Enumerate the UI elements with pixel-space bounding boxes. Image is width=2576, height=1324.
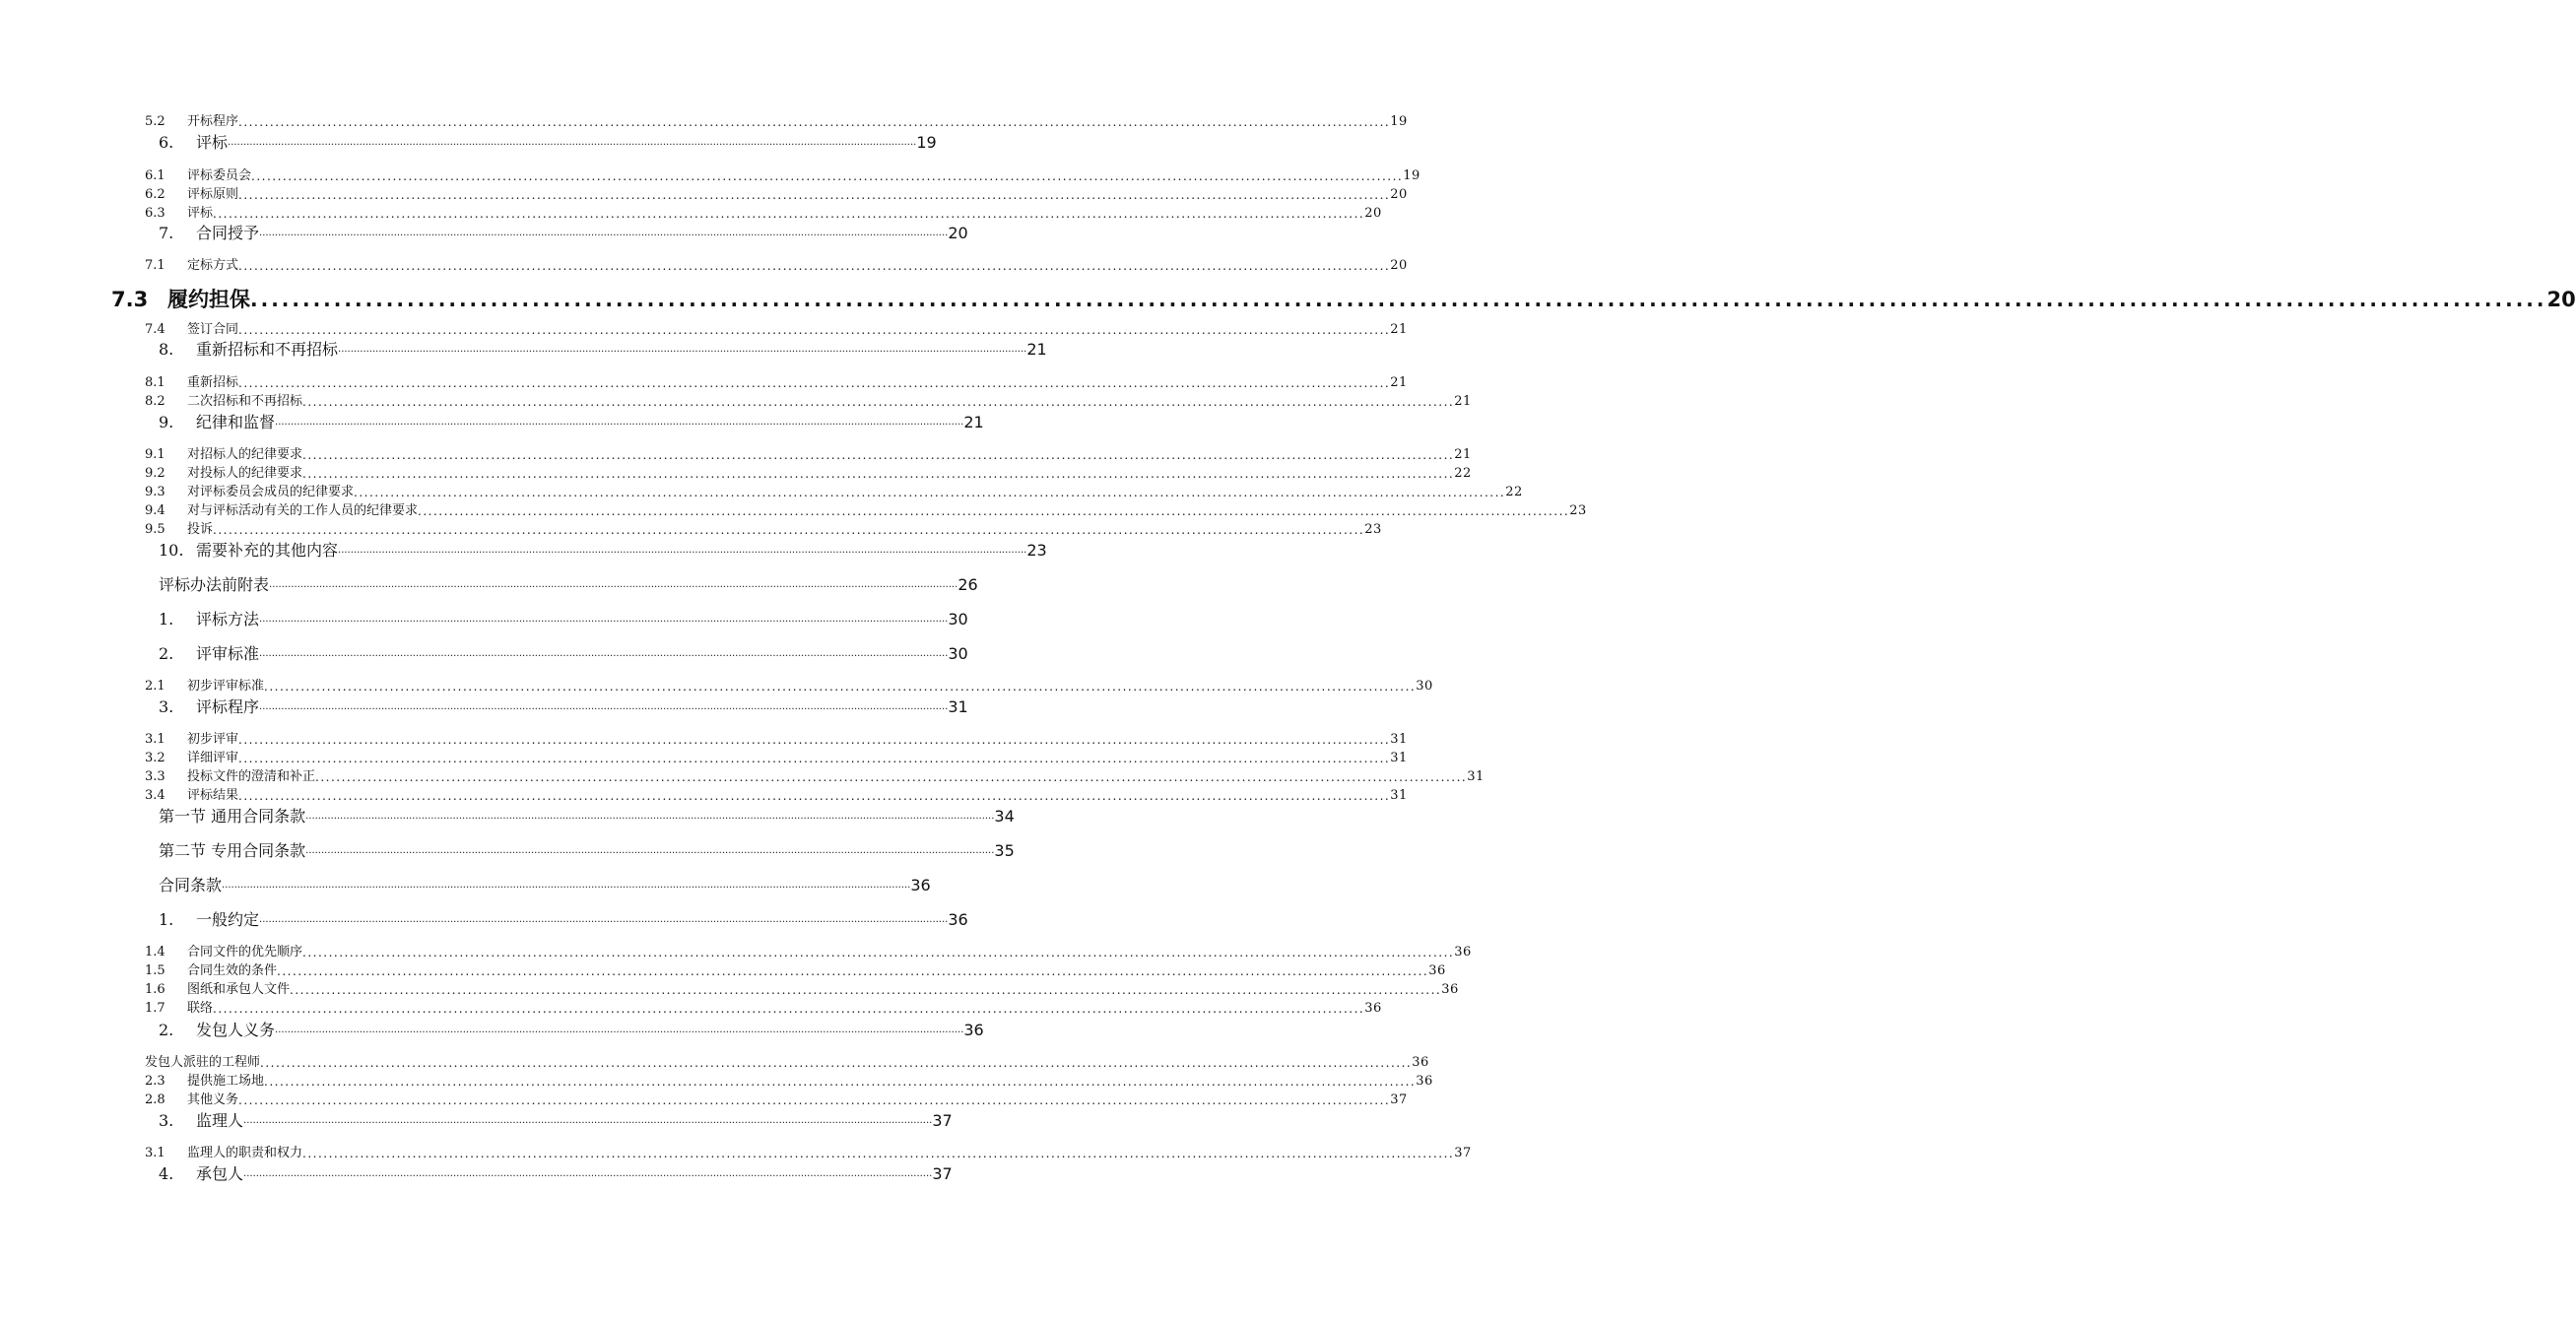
toc-entry-page: 19 [1403, 168, 1420, 183]
toc-entry-page: 19 [1390, 114, 1408, 129]
toc-entry-title: 二次招标和不再招标 [187, 394, 303, 409]
toc-entry-title: 合同生效的条件 [187, 963, 278, 978]
toc-entry-page: 21 [1454, 394, 1472, 409]
toc-entry-number: 7. [159, 224, 174, 242]
toc-entry-number: 6.3 [145, 206, 165, 221]
toc-entry-title: 纪律和监督 [196, 413, 276, 431]
toc-entry-page: 23 [1569, 503, 1587, 518]
toc-dot-leader: ............................................................................................................................................................................................................................ [302, 946, 1455, 960]
toc-entry-title: 评标方法 [196, 610, 260, 629]
toc-dot-leader: ............................................................................................................................................................................................................................ [238, 115, 1391, 129]
toc-entry[interactable] [145, 186, 1408, 204]
toc-entry-number: 8. [159, 340, 174, 359]
toc-dot-leader: ............................................................................................................................................................................................................................ [238, 733, 1391, 747]
toc-entry-page: 36 [1416, 1074, 1433, 1089]
toc-entry[interactable] [145, 205, 1382, 223]
toc-entry-number: 5.2 [145, 114, 165, 129]
toc-entry-title: 重新招标和不再招标 [196, 340, 339, 359]
toc-entry-page: 36 [948, 910, 968, 929]
toc-entry-title: 评标 [187, 206, 214, 221]
toc-entry[interactable] [159, 412, 984, 433]
toc-entry-page: 23 [1026, 541, 1047, 560]
toc-entry-number: 2.8 [145, 1092, 165, 1107]
toc-entry-page: 31 [1390, 788, 1408, 803]
toc-dot-leader: ............................................................................................................................................................................................................................ [251, 169, 1404, 183]
toc-dot-leader: ............................................................................................................................................................................................................................ [302, 395, 1455, 409]
toc-entry-number: 6. [159, 133, 174, 152]
toc-entry-page: 20 [948, 224, 968, 242]
toc-entry-page: 22 [1454, 466, 1472, 481]
toc-entry[interactable] [159, 909, 968, 931]
toc-dot-leader: ............................................................................................................................................................................................................................ [275, 417, 964, 428]
toc-entry-title: 联络 [187, 1001, 214, 1016]
toc-entry-page: 31 [1390, 751, 1408, 765]
toc-entry-number: 10. [159, 541, 184, 560]
toc-entry-title: 合同授予 [196, 224, 260, 242]
toc-dot-leader: ............................................................................................................................................................................................................................ [259, 228, 949, 238]
toc-entry-number: 4. [159, 1164, 174, 1183]
toc-entry[interactable] [159, 875, 931, 896]
toc-entry-number: 7.4 [145, 322, 165, 337]
toc-entry[interactable] [159, 540, 1047, 562]
toc-dot-leader: ............................................................................................................................................................................................................................ [238, 259, 1391, 273]
toc-entry[interactable] [159, 132, 937, 154]
toc-entry-page: 36 [963, 1021, 984, 1039]
toc-entry-page: 37 [1390, 1092, 1408, 1107]
toc-entry[interactable] [145, 962, 1446, 980]
toc-dot-leader: ............................................................................................................................................................................................................................ [238, 1093, 1391, 1107]
toc-entry-title: 对与评标活动有关的工作人员的纪律要求 [187, 503, 419, 518]
toc-entry-page: 35 [994, 841, 1015, 860]
toc-dot-leader: ............................................................................................................................................................................................................................ [259, 614, 949, 625]
toc-entry[interactable] [145, 1073, 1433, 1091]
toc-entry-number: 2.1 [145, 679, 165, 694]
toc-entry[interactable] [159, 574, 978, 596]
toc-entry[interactable] [145, 393, 1472, 411]
toc-entry-number: 1. [159, 910, 174, 929]
toc-entry-number: 9.5 [145, 522, 165, 537]
toc-dot-leader: ............................................................................................................................................................................................................................ [260, 1056, 1413, 1070]
toc-entry-number: 1.5 [145, 963, 165, 978]
toc-dot-leader: ............................................................................................................................................................................................................................ [228, 137, 917, 148]
toc-dot-leader: ............................................................................................................................................................................................................................ [222, 880, 911, 891]
toc-entry[interactable] [159, 223, 968, 244]
toc-entry-number: 3.4 [145, 788, 165, 803]
toc-entry[interactable] [145, 484, 1523, 501]
toc-entry-page: 21 [1390, 322, 1408, 337]
toc-entry-title: 定标方式 [187, 258, 239, 273]
toc-entry-number: 3.3 [145, 769, 165, 784]
toc-entry-title: 合同条款 [159, 876, 223, 894]
toc-entry-title: 履约担保 [167, 288, 250, 311]
toc-entry-title: 投诉 [187, 522, 214, 537]
toc-entry-title: 评审标准 [196, 644, 260, 663]
toc-entry[interactable] [145, 768, 1485, 786]
toc-dot-leader: ............................................................................................................................................................................................................................ [290, 983, 1442, 997]
toc-entry-number: 9.2 [145, 466, 165, 481]
toc-entry-page: 20 [1390, 187, 1408, 202]
toc-entry-page: 36 [1428, 963, 1446, 978]
toc-dot-leader: ............................................................................................................................................................................................................................ [354, 486, 1506, 499]
toc-entry[interactable] [145, 731, 1408, 749]
toc-entry-title: 发包人派驻的工程师 [145, 1055, 261, 1070]
toc-entry-title: 评标程序 [196, 697, 260, 716]
toc-entry-page: 30 [1416, 679, 1433, 694]
toc-dot-leader: ............................................................................................................................................................................................................................ [418, 504, 1570, 518]
toc-entry-number: 6.2 [145, 187, 165, 202]
toc-entry-title: 重新招标 [187, 375, 239, 390]
toc-entry-page: 36 [1454, 945, 1472, 960]
toc-dot-leader: ............................................................................................................................................................................................................................ [315, 770, 1468, 784]
toc-entry[interactable] [145, 981, 1459, 999]
toc-dot-leader: ............................................................................................................................................................................................................................ [302, 467, 1455, 481]
toc-dot-leader: ............................................................................................................................................................................................................................ [277, 964, 1429, 978]
toc-entry-number: 8.2 [145, 394, 165, 409]
toc-entry[interactable] [159, 1163, 953, 1185]
toc-entry-page: 26 [958, 575, 978, 594]
toc-dot-leader: ............................................................................................................................................................................................................................ [243, 1168, 933, 1179]
toc-entry-page: 31 [948, 697, 968, 716]
toc-entry-number: 7.3 [111, 288, 149, 311]
toc-entry[interactable] [145, 502, 1587, 520]
toc-dot-leader: ............................................................................................................................................................................................................................ [338, 545, 1027, 556]
toc-entry-page: 20 [2546, 288, 2576, 311]
toc-dot-leader: ............................................................................................................................................................................................................................ [305, 811, 995, 822]
toc-entry-title: 评标办法前附表 [159, 575, 270, 594]
toc-entry[interactable] [145, 446, 1472, 464]
toc-entry-number: 3.1 [145, 1146, 165, 1160]
toc-entry-title: 第一节 通用合同条款 [159, 807, 306, 826]
toc-entry-title: 一般约定 [196, 910, 260, 929]
toc-entry-number: 9.1 [145, 447, 165, 462]
toc-entry-title: 其他义务 [187, 1092, 239, 1107]
toc-entry-number: 2.3 [145, 1074, 165, 1089]
toc-entry-number: 7.1 [145, 258, 165, 273]
toc-entry-number: 2. [159, 1021, 174, 1039]
toc-entry[interactable] [145, 678, 1433, 695]
toc-entry-title: 初步评审 [187, 732, 239, 747]
toc-entry-title: 评标原则 [187, 187, 239, 202]
toc-entry[interactable] [159, 1020, 984, 1041]
toc-entry-title: 评标 [196, 133, 229, 152]
toc-entry[interactable] [159, 696, 968, 718]
toc-entry-number: 3. [159, 697, 174, 716]
toc-entry-number: 3. [159, 1111, 174, 1130]
toc-dot-leader: ............................................................................................................................................................................................................................ [302, 1147, 1455, 1160]
toc-entry-page: 21 [1026, 340, 1047, 359]
toc-entry-title: 提供施工场地 [187, 1074, 265, 1089]
toc-entry-number: 3.2 [145, 751, 165, 765]
toc-entry-title: 投标文件的澄清和补正 [187, 769, 316, 784]
toc-entry-page: 36 [1441, 982, 1459, 997]
toc-dot-leader: ............................................................................................................................................................................................................................ [238, 789, 1391, 803]
toc-entry-page: 37 [932, 1111, 953, 1130]
toc-dot-leader: ............................................................................................................................................................................................................................ [338, 344, 1027, 355]
toc-entry-page: 36 [1412, 1055, 1429, 1070]
toc-entry-page: 21 [1390, 375, 1408, 390]
toc-entry[interactable] [111, 286, 2576, 313]
toc-dot-leader: ............................................................................................................................................................................................................................ [305, 845, 995, 856]
toc-entry-title: 评标委员会 [187, 168, 252, 183]
toc-entry[interactable] [145, 167, 1420, 185]
toc-entry-page: 31 [1467, 769, 1485, 784]
toc-entry-title: 合同文件的优先顺序 [187, 945, 303, 960]
toc-entry[interactable] [145, 787, 1408, 805]
toc-entry-page: 36 [1364, 1001, 1382, 1016]
toc-entry-title: 承包人 [196, 1164, 244, 1183]
toc-dot-leader: ............................................................................................................................................................................................................................ [269, 579, 958, 590]
toc-entry[interactable] [145, 1054, 1429, 1072]
toc-dot-leader: ............................................................................................................................................................................................................................ [238, 188, 1391, 202]
toc-entry-title: 对招标人的纪律要求 [187, 447, 303, 462]
toc-entry-title: 对投标人的纪律要求 [187, 466, 303, 481]
toc-dot-leader: ............................................................................................................................................................................................................................ [264, 680, 1417, 694]
toc-entry[interactable] [145, 750, 1408, 767]
toc-entry[interactable] [159, 806, 1015, 828]
toc-entry[interactable] [145, 465, 1472, 483]
toc-entry-page: 22 [1505, 485, 1523, 499]
toc-dot-leader: ............................................................................................................................................................................................................................ [259, 914, 949, 925]
toc-entry-title: 监理人 [196, 1111, 244, 1130]
toc-entry-page: 23 [1364, 522, 1382, 537]
toc-entry[interactable] [145, 1145, 1472, 1162]
toc-dot-leader: ............................................................................................................................................................................................................................ [275, 1025, 964, 1035]
toc-entry[interactable] [145, 113, 1408, 131]
toc-entry-page: 19 [916, 133, 937, 152]
toc-entry-number: 9. [159, 413, 174, 431]
toc-entry-page: 34 [994, 807, 1015, 826]
toc-entry-page: 37 [1454, 1146, 1472, 1160]
toc-entry-page: 20 [1390, 258, 1408, 273]
toc-entry-page: 31 [1390, 732, 1408, 747]
toc-dot-leader: ............................................................................................................................................................................................................................ [238, 752, 1391, 765]
toc-entry-page: 36 [910, 876, 931, 894]
toc-entry-title: 发包人义务 [196, 1021, 276, 1039]
toc-entry-title: 签订合同 [187, 322, 239, 337]
toc-entry[interactable] [145, 944, 1472, 961]
toc-entry-number: 1.6 [145, 982, 165, 997]
toc-dot-leader: ............................................................................................................................................................................................................................ [259, 701, 949, 712]
toc-entry-number: 8.1 [145, 375, 165, 390]
toc-entry[interactable] [159, 840, 1015, 862]
toc-dot-leader: ............................................................................................................................................................................................................................ [302, 448, 1455, 462]
toc-entry[interactable] [159, 643, 968, 665]
toc-entry-title: 详细评审 [187, 751, 239, 765]
toc-entry[interactable] [159, 1110, 953, 1132]
toc-entry-title: 初步评审标准 [187, 679, 265, 694]
toc-entry[interactable] [159, 339, 1047, 361]
toc-entry[interactable] [145, 521, 1382, 539]
toc-entry-number: 9.3 [145, 485, 165, 499]
toc-entry-number: 1. [159, 610, 174, 629]
toc-dot-leader: ............................................................................................................................................................................................................................ [213, 523, 1365, 537]
toc-entry-page: 30 [948, 610, 968, 629]
toc-dot-leader: ............................................................................................................................................................................................................................ [213, 1002, 1365, 1016]
toc-dot-leader: ............................................................................................................................................................................................................................ [238, 323, 1391, 337]
toc-dot-leader: ............................................................................................................................................................................................................................ [259, 648, 949, 659]
toc-entry-title: 评标结果 [187, 788, 239, 803]
toc-entry-number: 2. [159, 644, 174, 663]
toc-dot-leader: ............................................................................................................................................................................................................................ [238, 376, 1391, 390]
toc-entry[interactable] [145, 1000, 1382, 1018]
toc-dot-leader: ............................................................................................................................................................................................................................ [243, 1115, 933, 1126]
toc-entry[interactable] [159, 609, 968, 630]
toc-dot-leader: ............................................................................................................................................................................................................................ [264, 1075, 1417, 1089]
toc-entry-number: 1.4 [145, 945, 165, 960]
toc-entry-title: 需要补充的其他内容 [196, 541, 339, 560]
toc-entry[interactable] [145, 257, 1408, 275]
toc-entry-title: 开标程序 [187, 114, 239, 129]
toc-entry-title: 图纸和承包人文件 [187, 982, 291, 997]
toc-entry-page: 21 [963, 413, 984, 431]
toc-entry-number: 1.7 [145, 1001, 165, 1016]
toc-entry-number: 6.1 [145, 168, 165, 183]
toc-dot-leader: ............................................................................................................................................................................................................................ [213, 207, 1365, 221]
toc-entry-title: 监理人的职责和权力 [187, 1146, 303, 1160]
toc-entry[interactable] [145, 321, 1408, 339]
toc-entry-page: 30 [948, 644, 968, 663]
toc-entry-number: 9.4 [145, 503, 165, 518]
toc-entry-page: 37 [932, 1164, 953, 1183]
toc-dot-leader: ............................................................................................................................................................................................................................ [250, 288, 2547, 311]
toc-entry-title: 第二节 专用合同条款 [159, 841, 306, 860]
toc-entry-title: 对评标委员会成员的纪律要求 [187, 485, 355, 499]
toc-entry[interactable] [145, 1092, 1408, 1109]
toc-entry-number: 3.1 [145, 732, 165, 747]
toc-entry-page: 21 [1454, 447, 1472, 462]
toc-entry-page: 20 [1364, 206, 1382, 221]
toc-entry[interactable] [145, 374, 1408, 392]
